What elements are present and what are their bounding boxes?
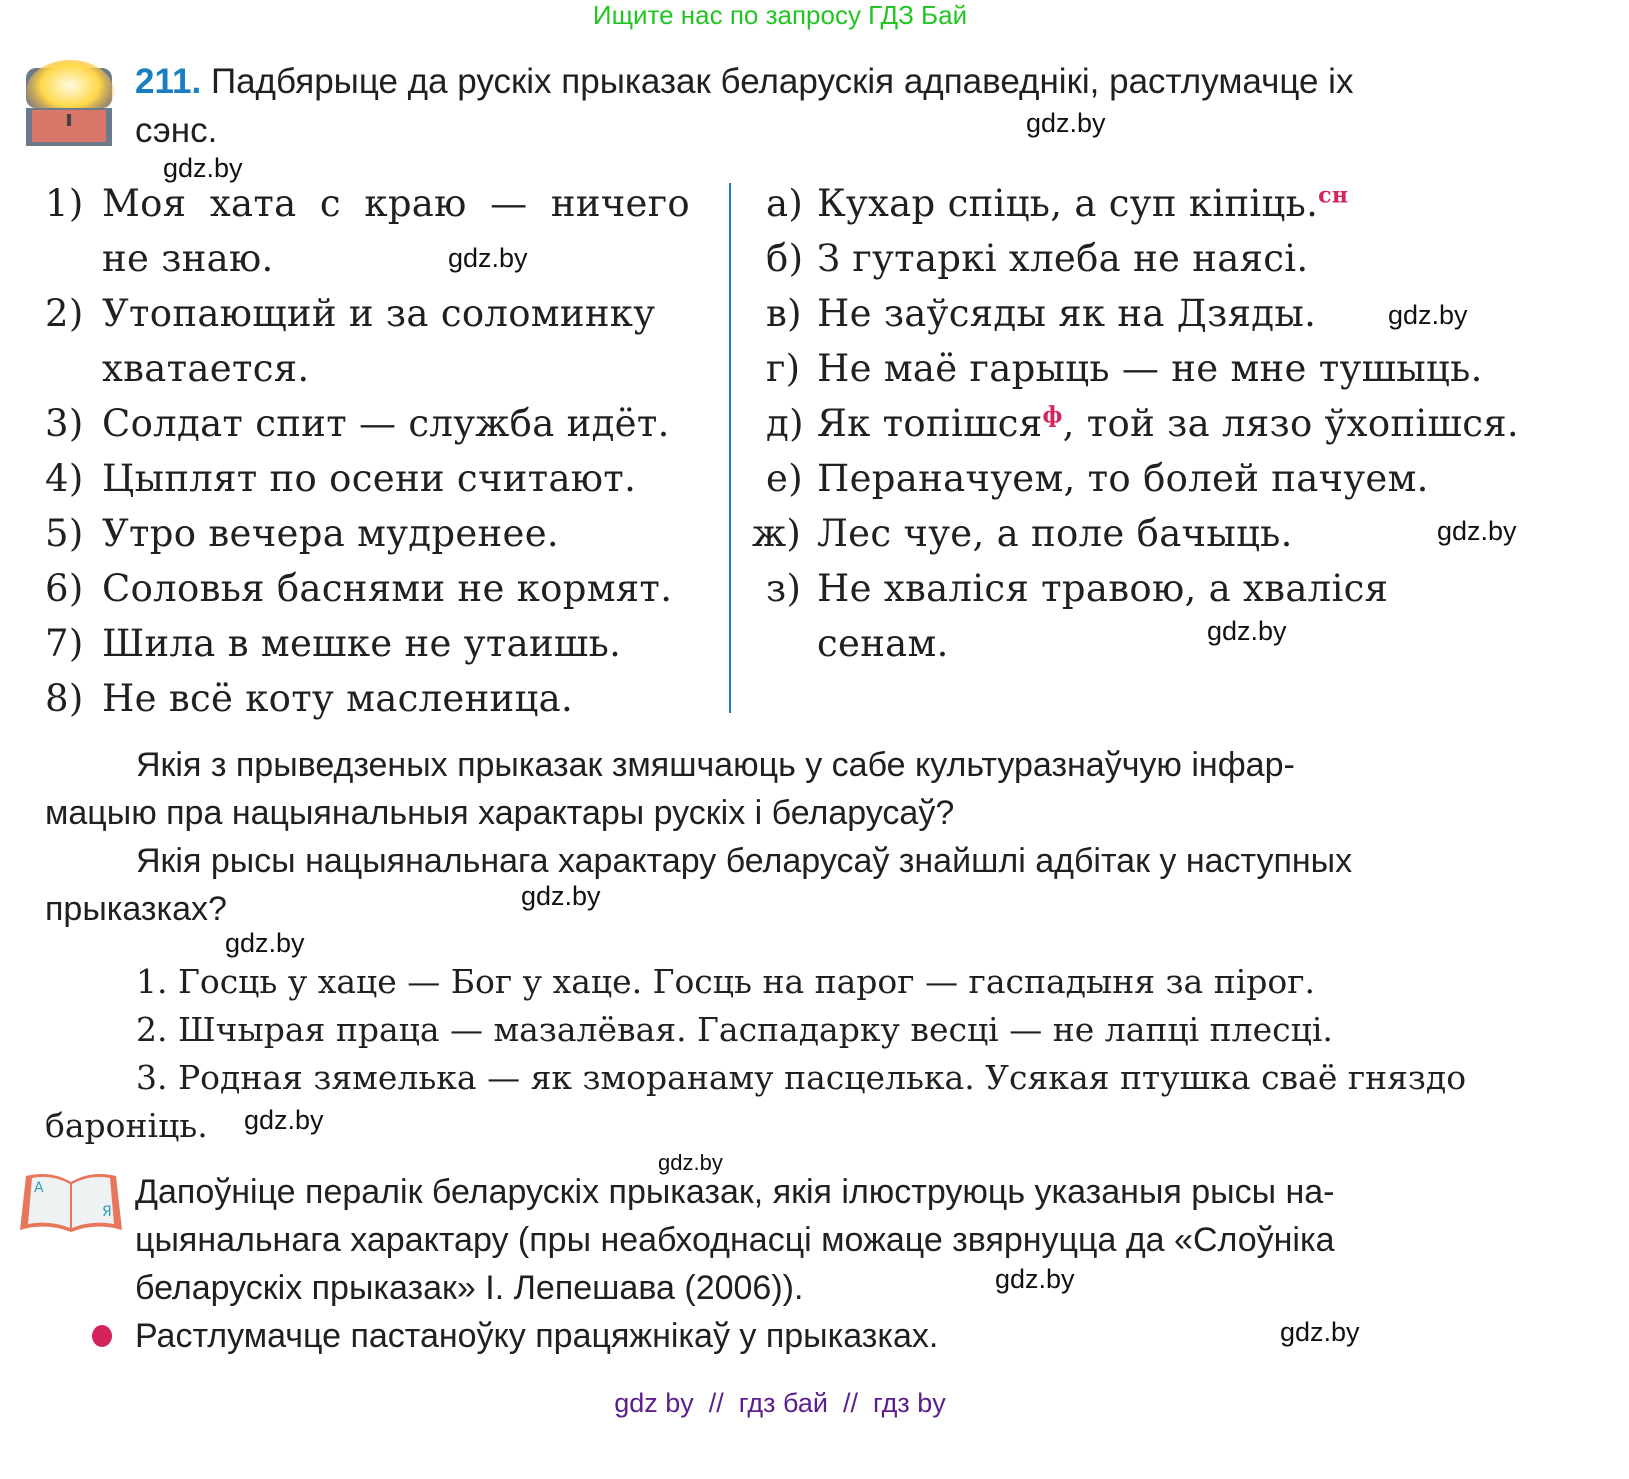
list-item-number: ж): [752, 512, 802, 555]
list-item-number: 8): [45, 677, 84, 720]
list-item-text: хватается.: [102, 347, 310, 390]
list-item-number: 2): [45, 292, 84, 335]
dictionary-task-text: Дапоўніце пералік беларускіх прыказак, якія ілюструюць указаныя рысы на-: [135, 1173, 1335, 1211]
exercise-heading: [135, 62, 1353, 102]
exercise-task: Падбярыце да рускіх прыказак беларускія адпаведнікі, растлумачце іх: [210, 62, 1354, 101]
list-item-text: Не хваліся травою, а хваліся: [817, 567, 1389, 610]
list-item-text: Не заўсяды як на Дзяды.: [817, 292, 1317, 335]
list-item-text: Моя хата с краю — ничего: [102, 182, 690, 225]
footer-links: gdz by // гдз бай // гдз by: [614, 1388, 946, 1418]
list-item-number: 7): [45, 622, 84, 665]
example-proverb: 3. Родная зямелька — як зморанаму пасцелька. Усякая птушка сваё гняздо: [136, 1058, 1467, 1097]
watermark: gdz.by: [521, 881, 601, 911]
list-item: 1): [45, 182, 84, 225]
list-item-text: Лес чуе, а поле бачыць.: [817, 512, 1293, 555]
list-item-number: 5): [45, 512, 84, 555]
svg-text:А: А: [34, 1180, 44, 1196]
watermark: gdz.by: [448, 243, 528, 273]
list-item-text: Не маё гарыць — не мне тушыць.: [817, 347, 1483, 390]
treasure-chest-icon: [22, 58, 117, 150]
watermark: gdz.by: [163, 153, 243, 183]
footnote-mark: сн: [1318, 182, 1349, 209]
list-item-number: 6): [45, 567, 84, 610]
watermark: gdz.by: [658, 1150, 723, 1175]
list-item-number: 4): [45, 457, 84, 500]
list-item-text: сенам.: [817, 622, 949, 665]
dictionary-book-icon: [16, 1170, 126, 1238]
list-item-text: Як топішся$^ф$, той за лязо ўхопішся.: [817, 402, 1519, 445]
list-item-text: Соловья баснями не кормят.: [102, 567, 673, 610]
svg-text:Я: Я: [102, 1204, 112, 1220]
list-item-text: не знаю.: [102, 237, 274, 280]
list-item-number: д): [766, 402, 804, 445]
list-item-text: Пераначуем, то болей пачуем.: [817, 457, 1429, 500]
list-item-number: а): [766, 182, 804, 225]
column-divider: [729, 183, 731, 713]
watermark: gdz.by: [1026, 108, 1106, 138]
watermark: gdz.by: [1437, 516, 1517, 546]
list-item-text: З гутаркі хлеба не наясі.: [817, 237, 1309, 280]
example-proverb: 2. Шчырая праца — мазалёвая. Гаспадарку весці — не лапці плесці.: [136, 1010, 1333, 1049]
footnote-mark: ф: [1042, 402, 1063, 429]
list-item-text: Утопающий и за соломинку: [102, 292, 656, 335]
list-item-number: б): [766, 237, 804, 280]
example-proverb: 1. Госць у хаце — Бог у хаце. Госць на парог — гаспадыня за пірог.: [136, 962, 1316, 1001]
question-text: прыказках?: [45, 890, 227, 928]
watermark: gdz.by: [995, 1264, 1075, 1294]
list-item-number: в): [766, 292, 802, 335]
question-text: Якія з прыведзеных прыказак змяшчаюць у сабе культуразнаўчую інфар-: [136, 746, 1295, 784]
list-item-number: е): [766, 457, 803, 500]
list-item-text: Утро вечера мудренее.: [102, 512, 559, 555]
dictionary-task-text: беларускіх прыказак» І. Лепешава (2006)).: [135, 1269, 804, 1307]
list-item-text: Солдат спит — служба идёт.: [102, 402, 670, 445]
search-banner: Ищите нас по запросу ГДЗ Бай: [592, 0, 968, 30]
list-item-text: Шила в мешке не утаишь.: [102, 622, 622, 665]
exercise-number: 211.: [135, 62, 202, 101]
list-item-text: Не всё коту масленица.: [102, 677, 574, 720]
watermark: gdz.by: [244, 1105, 324, 1135]
bullet-marker: [92, 1325, 112, 1347]
list-item-number: г): [766, 347, 801, 390]
dictionary-task-text: цыянальнага характару (пры неабходнасці можаце звярнуцца да «Слоўніка: [135, 1221, 1335, 1259]
question-text: мацыю пра нацыянальныя характары рускіх і беларусаў?: [45, 794, 955, 832]
watermark: gdz.by: [1388, 300, 1468, 330]
bullet-task-text: Растлумачце пастаноўку працяжнікаў у прыказках.: [135, 1317, 939, 1355]
list-item-text: Кухар спіць, а суп кіпіць.$^{сн}$: [817, 182, 1349, 225]
exercise-task-cont: сэнс.: [135, 111, 218, 150]
list-item-number: 3): [45, 402, 84, 445]
watermark: gdz.by: [225, 928, 305, 958]
list-item-number: з): [766, 567, 802, 610]
example-proverb: бароніць.: [45, 1106, 208, 1145]
list-item-text: Цыплят по осени считают.: [102, 457, 637, 500]
watermark: gdz.by: [1207, 616, 1287, 646]
watermark: gdz.by: [1280, 1317, 1360, 1347]
question-text: Якія рысы нацыянальнага характару беларусаў знайшлі адбітак у наступных: [136, 842, 1353, 880]
